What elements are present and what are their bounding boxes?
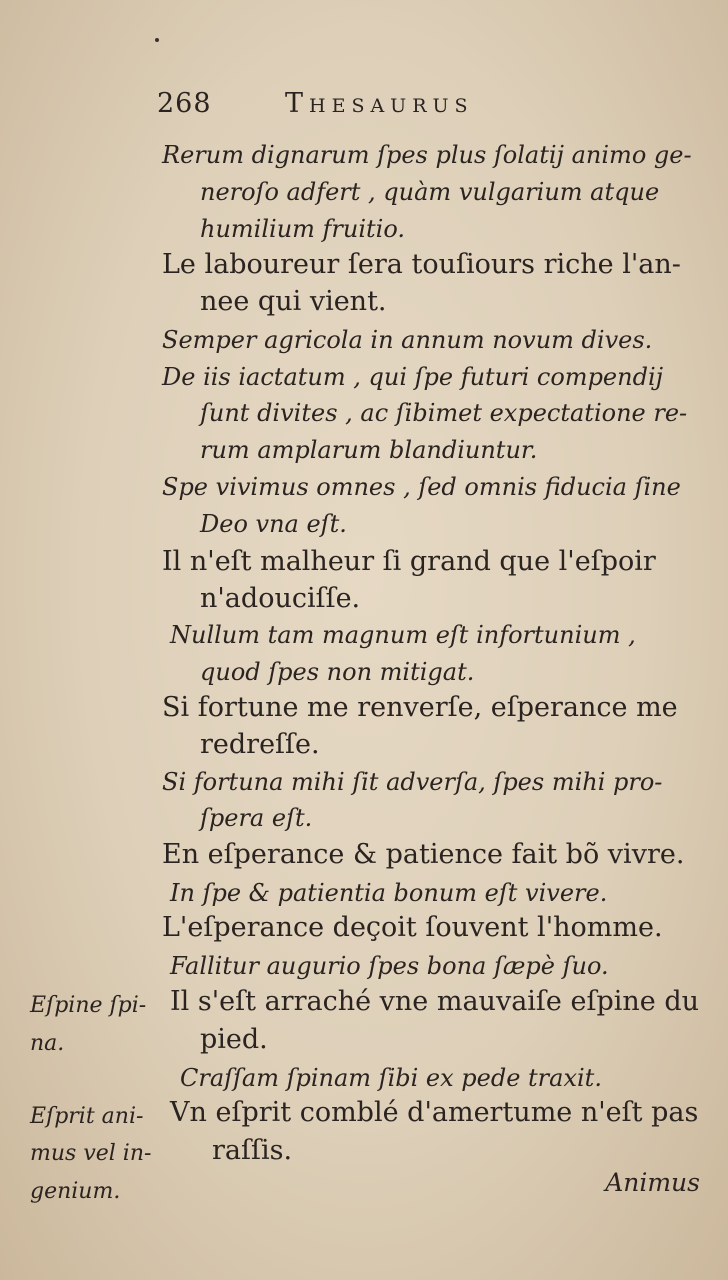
text-line: Vn eſprit comblé d'amertume n'eſt pas: [170, 1097, 699, 1128]
margin-note: Eſpine ſpi-: [30, 993, 147, 1018]
margin-note: mus vel in-: [30, 1141, 152, 1166]
margin-note: Eſprit ani-: [30, 1104, 144, 1129]
text-line: pied.: [200, 1024, 268, 1055]
text-line: n'adouciſſe.: [200, 583, 361, 614]
text-line: En eſperance & patience fait bõ vivre.: [162, 839, 685, 870]
text-line: ſpera eſt.: [200, 804, 313, 832]
text-line: Si fortune me renverſe, eſperance me: [162, 692, 678, 723]
catchword: Animus: [605, 1168, 700, 1197]
text-line: Deo vna eſt.: [200, 510, 347, 538]
text-line: Semper agricola in annum novum dives.: [162, 326, 653, 354]
margin-note: genium.: [30, 1179, 121, 1204]
text-line: Il n'eſt malheur ſi grand que l'eſpoir: [162, 546, 656, 577]
page-number: 268: [157, 88, 212, 119]
text-line: Le laboureur ſera touſiours riche l'an-: [162, 249, 681, 280]
text-line: Rerum dignarum ſpes plus ſolatij animo ge-: [162, 141, 692, 169]
text-line: Craſſam ſpinam ſibi ex pede traxit.: [180, 1064, 602, 1092]
running-title: Thesaurus: [285, 88, 474, 119]
text-line: Fallitur augurio ſpes bona ſæpè ſuo.: [170, 952, 609, 980]
text-line: Nullum tam magnum eſt infortunium ,: [170, 621, 636, 649]
text-line: humilium fruitio.: [200, 215, 406, 243]
text-line: raſſis.: [212, 1135, 293, 1166]
text-line: quod ſpes non mitigat.: [200, 658, 475, 686]
text-line: ſunt divites , ac ſibimet expectatione re-: [200, 399, 688, 427]
text-line: Spe vivimus omnes , ſed omnis fiducia ſine: [162, 473, 681, 501]
text-line: nee qui vient.: [200, 286, 387, 317]
text-line: Si fortuna mihi ſit adverſa, ſpes mihi pro-: [162, 768, 663, 796]
text-line: Il s'eſt arraché vne mauvaiſe eſpine du: [170, 986, 699, 1017]
text-line: neroſo adfert , quàm vulgarium atque: [200, 178, 660, 206]
text-line: L'eſperance deçoit ſouvent l'homme.: [162, 912, 663, 943]
text-line: rum amplarum blandiuntur.: [200, 436, 538, 464]
margin-note: na.: [30, 1031, 65, 1056]
text-line: redreſſe.: [200, 729, 320, 760]
text-line: De iis iactatum , qui ſpe futuri compendij: [162, 363, 664, 391]
ink-speck: [155, 38, 159, 42]
text-line: In ſpe & patientia bonum eſt vivere.: [170, 879, 608, 907]
